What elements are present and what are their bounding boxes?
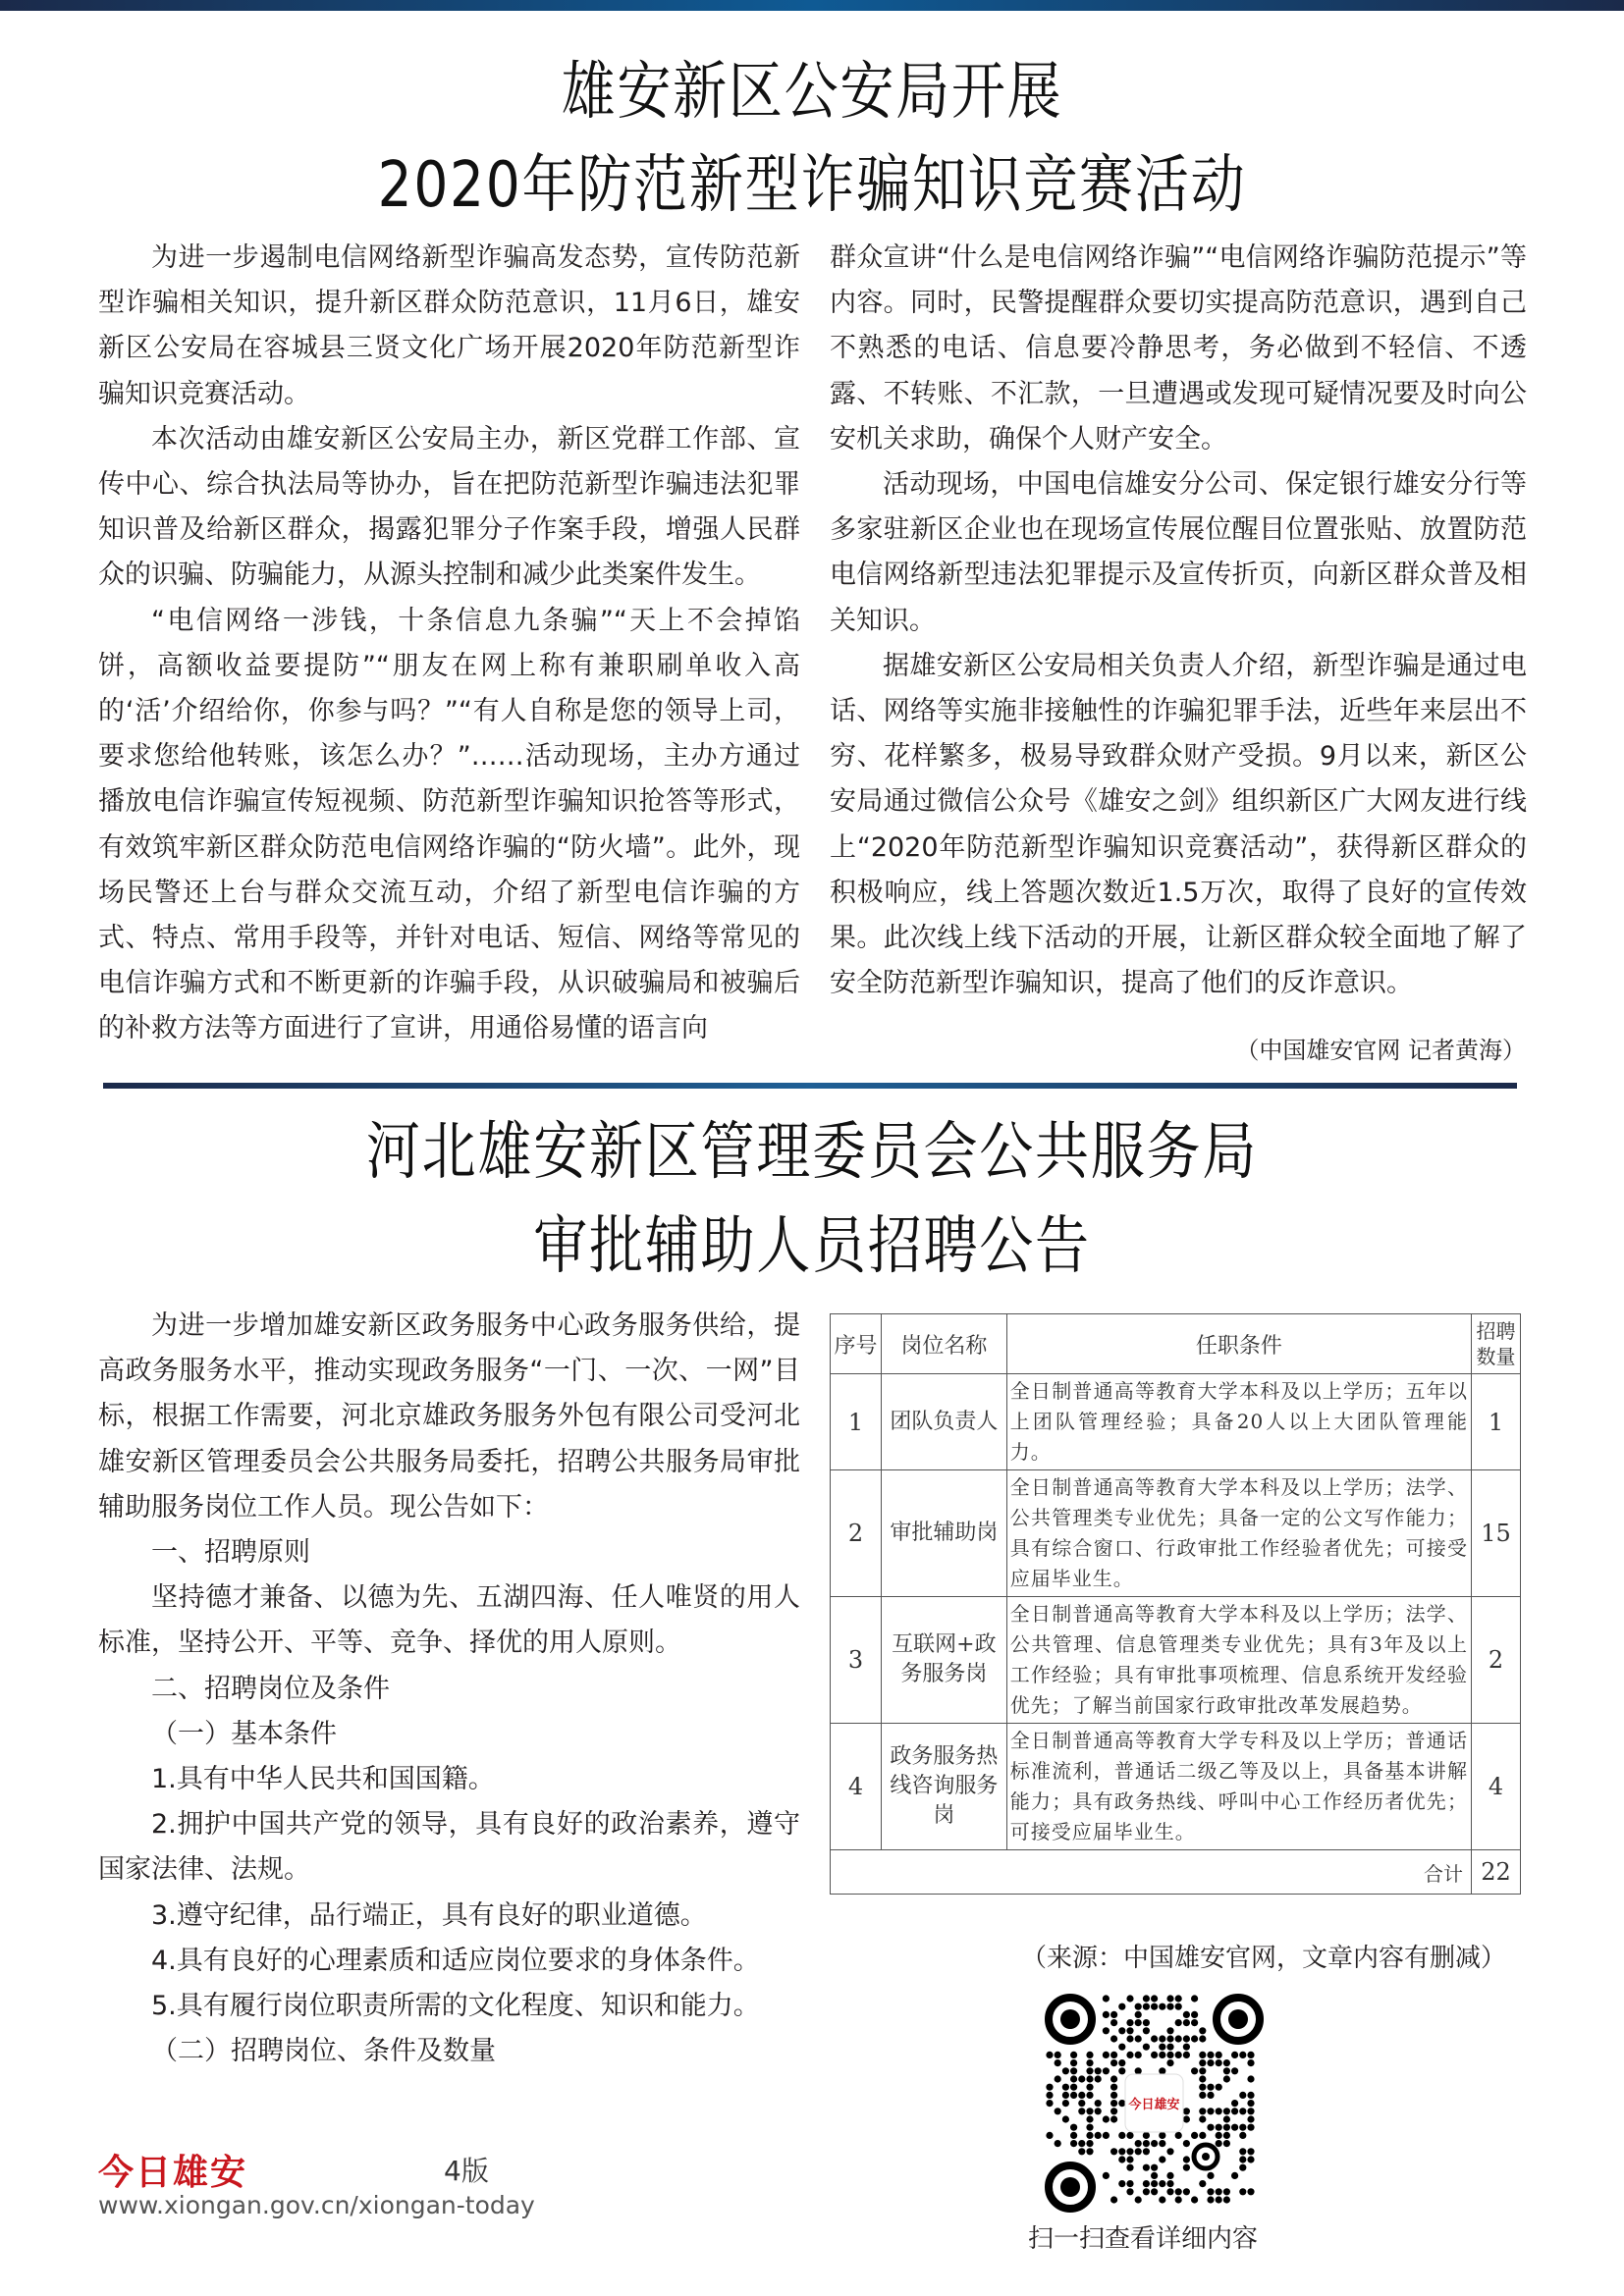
qr-module-dot (1110, 2100, 1117, 2107)
qr-module-dot (1223, 2067, 1230, 2074)
qr-module-dot (1216, 2108, 1222, 2114)
qr-module-dot (1110, 2092, 1117, 2099)
article1-left-column (98, 236, 800, 1052)
article2-list-item: 1.具有中华人民共和国国籍。 (151, 1764, 495, 1795)
qr-module-dot (1126, 2052, 1133, 2058)
cell-conditions: 全日制普通高等教育大学本科及以上学历；法学、公共管理、信息管理类专业优先；具有3年及以上工作经验；具有审批事项梳理、信息系统开发经验优先；了解当前国家行政审批改革发展趋势。 (1006, 1597, 1471, 1724)
qr-module-dot (1223, 2108, 1230, 2114)
qr-module-dot (1118, 2003, 1125, 2010)
qr-module-dot (1183, 2115, 1190, 2122)
qr-module-dot (1183, 2108, 1190, 2114)
qr-module-dot (1118, 2059, 1125, 2066)
cell-number: 4 (831, 1724, 882, 1850)
qr-module-dot (1070, 2052, 1077, 2058)
cell-position-name: 审批辅助岗 (881, 1470, 1006, 1597)
qr-module-dot (1135, 2140, 1142, 2147)
article2-section-heading: 二、招聘岗位及条件 (151, 1673, 390, 1704)
qr-module-dot (1086, 2148, 1093, 2155)
qr-module-dot (1103, 2052, 1110, 2058)
qr-module-dot (1143, 2003, 1150, 2010)
qr-module-dot (1110, 2108, 1117, 2114)
qr-module-dot (1126, 2035, 1133, 2042)
qr-module-dot (1231, 2052, 1238, 2058)
qr-module-dot (1118, 2067, 1125, 2074)
qr-module-dot (1126, 2188, 1133, 2195)
qr-module-dot (1247, 2052, 1254, 2058)
qr-module-dot (1086, 2052, 1093, 2058)
qr-module-dot (1118, 2156, 1125, 2163)
qr-module-dot (1055, 2108, 1061, 2114)
article2-body (98, 1304, 800, 2074)
qr-module-dot (1118, 2148, 1125, 2155)
table-row (831, 1374, 1521, 1470)
qr-module-dot (1166, 2052, 1173, 2058)
qr-module-dot (1175, 2052, 1182, 2058)
qr-module-dot (1239, 2156, 1246, 2163)
qr-module-dot (1159, 2067, 1165, 2074)
article2-source: （来源：中国雄安官网，文章内容有删减） (1021, 1944, 1507, 1973)
qr-module-dot (1118, 2180, 1125, 2187)
qr-module-dot (1199, 2092, 1206, 2099)
qr-module-dot (1239, 2188, 1246, 2195)
qr-module-dot (1151, 2164, 1158, 2171)
header-number: 序号 (831, 1314, 882, 1374)
qr-module-dot (1118, 2027, 1125, 2034)
qr-module-dot (1062, 2115, 1069, 2122)
qr-module-dot (1151, 2180, 1158, 2187)
qr-module-dot (1062, 2092, 1069, 2099)
qr-module-dot (1166, 2044, 1173, 2051)
table-row (831, 1724, 1521, 1850)
qr-module-dot (1078, 2075, 1085, 2082)
top-decorative-band (0, 0, 1624, 11)
qr-module-dot (1086, 2075, 1093, 2082)
qr-module-dot (1207, 2108, 1214, 2114)
qr-module-dot (1247, 2115, 1254, 2122)
qr-module-dot (1183, 2156, 1190, 2163)
qr-module-dot (1103, 1995, 1110, 2002)
qr-module-dot (1239, 2108, 1246, 2114)
qr-module-dot (1135, 2196, 1142, 2203)
qr-module-dot (1143, 2027, 1150, 2034)
qr-module-dot (1055, 2059, 1061, 2066)
qr-module-dot (1046, 2132, 1053, 2139)
qr-module-dot (1143, 2140, 1150, 2147)
qr-module-dot (1143, 2132, 1150, 2139)
qr-caption: 扫一扫查看详细内容 (1028, 2224, 1259, 2254)
cell-position-name: 互联网+政务服务岗 (881, 1597, 1006, 1724)
qr-module-dot (1247, 2188, 1254, 2195)
cell-number: 2 (831, 1470, 882, 1597)
qr-module-dot (1175, 2188, 1182, 2195)
article1-right-column (830, 236, 1527, 1006)
edition-number: 4版 (444, 2155, 489, 2187)
table-row (831, 1597, 1521, 1724)
qr-module-dot (1175, 2035, 1182, 2042)
cell-number: 3 (831, 1597, 882, 1724)
article1-paragraph: 为进一步遏制电信网络新型诈骗高发态势，宣传防范新型诈骗相关知识，提升新区群众防范意识，11月6日，雄安新区公安局在容城县三贤文化广场开展2020年防范新型诈骗知识竞赛活动。 (98, 242, 800, 409)
qr-module-dot (1166, 1995, 1173, 2002)
qr-module-dot (1095, 2100, 1102, 2107)
qr-module-dot (1183, 2188, 1190, 2195)
qr-module-dot (1055, 2140, 1061, 2147)
qr-module-dot (1175, 2019, 1182, 2026)
article2-list-item: 3.遵守纪律，品行端正，具有良好的职业道德。 (151, 1899, 707, 1931)
qr-module-dot (1159, 2003, 1165, 2010)
qr-module-dot (1239, 2124, 1246, 2131)
qr-module-dot (1086, 2132, 1093, 2139)
qr-module-dot (1239, 2148, 1246, 2155)
qr-module-dot (1070, 2124, 1077, 2131)
qr-module-dot (1110, 2011, 1117, 2018)
qr-module-dot (1143, 2148, 1150, 2155)
cell-position-name: 团队负责人 (881, 1374, 1006, 1470)
qr-module-dot (1239, 2052, 1246, 2058)
article2-subheading: （一）基本条件 (151, 1718, 337, 1749)
publication-url[interactable]: www.xiongan.gov.cn/xiongan-today (98, 2191, 535, 2219)
qr-module-dot (1166, 2188, 1173, 2195)
qr-module-dot (1247, 2148, 1254, 2155)
qr-finder-top-left (1049, 1998, 1092, 2041)
qr-module-dot (1086, 2140, 1093, 2147)
cell-conditions: 全日制普通高等教育大学本科及以上学历；五年以上团队管理经验；具备20人以上大团队管理能力。 (1006, 1374, 1471, 1470)
qr-module-dot (1207, 2196, 1214, 2203)
qr-module-dot (1143, 1995, 1150, 2002)
header-position: 岗位名称 (881, 1314, 1006, 1374)
qr-module-dot (1223, 2075, 1230, 2082)
qr-module-dot (1095, 2067, 1102, 2074)
qr-module-dot (1110, 2148, 1117, 2155)
qr-module-dot (1070, 2075, 1077, 2082)
qr-module-dot (1070, 2084, 1077, 2091)
total-value: 22 (1472, 1850, 1521, 1895)
qr-module-dot (1231, 2172, 1238, 2179)
qr-module-dot (1151, 1995, 1158, 2002)
qr-module-dot (1199, 2035, 1206, 2042)
article2-paragraph: 坚持德才兼备、以德为先、五湖四海、任人唯贤的用人标准，坚持公开、平等、竞争、择优的用人原则。 (98, 1582, 800, 1659)
article2-section-heading: 一、招聘原则 (151, 1537, 310, 1569)
qr-module-dot (1166, 2059, 1173, 2066)
qr-module-dot (1183, 2140, 1190, 2147)
qr-module-dot (1110, 2115, 1117, 2122)
recruitment-table (830, 1313, 1521, 1895)
article1-paragraph: 据雄安新区公安局相关负责人介绍，新型诈骗是通过电话、网络等实施非接触性的诈骗犯罪手法，近些年来层出不穷、花样繁多，极易导致群众财产受损。9月以来，新区公安局通过微信公众号《雄安之剑》组织新区广大网友进行线上“2020年防范新型诈骗知识竞赛活动”，获得新区群众的积极响应，线上答题次数近1.5万次，取得了良好的宣传效果。此次线上线下活动的开展，让新区群众较全面地了解了安全防范新型诈骗知识，提高了他们的反诈意识。 (830, 650, 1527, 999)
qr-module-dot (1175, 1995, 1182, 2002)
article1-paragraph: 本次活动由雄安新区公安局主办，新区党群工作部、宣传中心、综合执法局等协办，旨在把防范新型诈骗违法犯罪知识普及给新区群众，揭露犯罪分子作案手段，增强人民群众的识骗、防骗能力，从源头控制和减少此类案件发生。 (98, 423, 800, 591)
qr-module-dot (1135, 2011, 1142, 2018)
qr-module-dot (1118, 2044, 1125, 2051)
qr-module-dot (1166, 2035, 1173, 2042)
qr-module-dot (1223, 2132, 1230, 2139)
qr-module-dot (1216, 2059, 1222, 2066)
qr-module-dot (1231, 2067, 1238, 2074)
qr-module-dot (1199, 2027, 1206, 2034)
qr-module-dot (1239, 2092, 1246, 2099)
qr-module-dot (1183, 2011, 1190, 2018)
qr-module-dot (1159, 2044, 1165, 2051)
qr-module-dot (1216, 2052, 1222, 2058)
qr-module-dot (1223, 2124, 1230, 2131)
qr-module-dot (1199, 2059, 1206, 2066)
qr-module-dot (1223, 2140, 1230, 2147)
qr-module-dot (1199, 2075, 1206, 2082)
qr-module-dot (1055, 2052, 1061, 2058)
qr-module-dot (1183, 2019, 1190, 2026)
cell-number: 1 (831, 1374, 882, 1470)
qr-module-dot (1103, 2115, 1110, 2122)
qr-module-dot (1166, 2003, 1173, 2010)
article2-list-item: 4.具有良好的心理素质和适应岗位要求的身体条件。 (151, 1945, 760, 1976)
qr-module-dot (1231, 2108, 1238, 2114)
article1-paragraph: 活动现场，中国电信雄安分公司、保定银行雄安分行等多家驻新区企业也在现场宣传展位醒目位置张贴、放置防范电信网络新型违法犯罪提示及宣传折页，向新区群众普及相关知识。 (830, 469, 1527, 636)
qr-module-dot (1103, 2172, 1110, 2179)
cell-conditions: 全日制普通高等教育大学本科及以上学历；法学、公共管理类专业优先；具备一定的公文写作能力；具有综合窗口、行政审批工作经验者优先；可接受应届毕业生。 (1006, 1470, 1471, 1597)
qr-module-dot (1126, 2164, 1133, 2171)
qr-module-dot (1110, 2196, 1117, 2203)
qr-center-logo: 今日雄安 (1128, 2098, 1180, 2112)
qr-module-dot (1126, 2132, 1133, 2139)
qr-module-dot (1223, 2188, 1230, 2195)
qr-module-dot (1183, 2044, 1190, 2051)
qr-finder-top-right (1217, 1998, 1260, 2041)
qr-code[interactable] (1044, 1993, 1265, 2214)
qr-module-dot (1118, 2132, 1125, 2139)
qr-module-dot (1183, 2052, 1190, 2058)
qr-module-dot (1183, 2035, 1190, 2042)
article2-list-item: 2.拥护中国共产党的领导，具有良好的政治素养，遵守国家法律、法规。 (98, 1809, 800, 1886)
qr-module-dot (1126, 2027, 1133, 2034)
qr-module-dot (1207, 2172, 1214, 2179)
qr-module-dot (1046, 2092, 1053, 2099)
qr-module-dot (1247, 2156, 1254, 2163)
qr-module-dot (1247, 2108, 1254, 2114)
qr-module-dot (1199, 2180, 1206, 2187)
qr-module-dot (1103, 2067, 1110, 2074)
article1-paragraph: “电信网络一涉钱，十条信息九条骗”“天上不会掉馅饼，高额收益要提防”“朋友在网上称有兼职刷单收入高的‘活’介绍给你，你参与吗？”“有人自称是您的领导上司，要求您给他转账，该怎么办？”……活动现场，主办方通过播放电信诈骗宣传短视频、防范新型诈骗知识抢答等形式，有效筑牢新区群众防范电信网络诈骗的“防火墙”。此外，现场民警还上台与群众交流互动，介绍了新型电信诈骗的方式、特点、常用手段等，并针对电话、短信、网络等常见的电信诈骗方式和不断更新的诈骗手段，从识破骗局和被骗后的补救方法等方面进行了宣讲，用通俗易懂的语言向 (98, 605, 800, 1044)
qr-module-dot (1207, 2059, 1214, 2066)
qr-module-dot (1118, 2100, 1125, 2107)
qr-module-dot (1126, 2156, 1133, 2163)
qr-module-dot (1110, 2035, 1117, 2042)
qr-module-dot (1143, 2044, 1150, 2051)
qr-module-dot (1070, 2092, 1077, 2099)
qr-module-dot (1199, 2132, 1206, 2139)
qr-module-dot (1159, 2196, 1165, 2203)
cell-count: 15 (1472, 1470, 1521, 1597)
qr-module-dot (1086, 2059, 1093, 2066)
qr-module-dot (1159, 2052, 1165, 2058)
qr-module-dot (1070, 2067, 1077, 2074)
article2-subheading: （二）招聘岗位、条件及数量 (151, 2036, 496, 2067)
qr-module-dot (1062, 2084, 1069, 2091)
qr-module-dot (1191, 2035, 1198, 2042)
qr-module-dot (1103, 2011, 1110, 2018)
qr-module-dot (1191, 1995, 1198, 2002)
qr-module-dot (1086, 2092, 1093, 2099)
qr-module-dot (1159, 2132, 1165, 2139)
qr-module-dot (1143, 2188, 1150, 2195)
qr-module-dot (1191, 2196, 1198, 2203)
article2-list-item: 5.具有履行岗位职责所需的文化程度、知识和能力。 (151, 1991, 760, 2022)
qr-module-dot (1046, 2084, 1053, 2091)
qr-module-dot (1095, 2075, 1102, 2082)
qr-module-dot (1110, 2019, 1117, 2026)
qr-module-dot (1191, 2067, 1198, 2074)
qr-module-dot (1207, 2084, 1214, 2091)
article2-title-line1: 河北雄安新区管理委员会公共服务局 (365, 1116, 1259, 1189)
qr-module-dot (1078, 2100, 1085, 2107)
qr-module-dot (1223, 2196, 1230, 2203)
qr-module-dot (1151, 2140, 1158, 2147)
qr-module-dot (1126, 1995, 1133, 2002)
qr-module-dot (1223, 2059, 1230, 2066)
qr-module-dot (1143, 2019, 1150, 2026)
qr-module-dot (1199, 2084, 1206, 2091)
section-divider (103, 1083, 1517, 1089)
qr-module-dot (1078, 2092, 1085, 2099)
qr-module-dot (1166, 2172, 1173, 2179)
qr-module-dot (1078, 2108, 1085, 2114)
qr-module-dot (1216, 2140, 1222, 2147)
qr-module-dot (1239, 2164, 1246, 2171)
qr-module-dot (1095, 2108, 1102, 2114)
qr-module-dot (1086, 2108, 1093, 2114)
qr-module-dot (1216, 2084, 1222, 2091)
qr-module-dot (1126, 2180, 1133, 2187)
qr-module-dot (1199, 2067, 1206, 2074)
qr-module-dot (1216, 2188, 1222, 2195)
qr-module-dot (1110, 2059, 1117, 2066)
qr-module-dot (1191, 2132, 1198, 2139)
total-label: 合计 (831, 1850, 1472, 1895)
qr-module-dot (1103, 2027, 1110, 2034)
article1-title-line1: 雄安新区公安局开展 (561, 56, 1063, 129)
qr-module-dot (1151, 2188, 1158, 2195)
qr-module-dot (1143, 2180, 1150, 2187)
publication-logo: 今日雄安 (98, 2152, 248, 2193)
qr-module-dot (1086, 2115, 1093, 2122)
qr-module-dot (1223, 2115, 1230, 2122)
qr-module-dot (1126, 2148, 1133, 2155)
qr-module-dot (1247, 2092, 1254, 2099)
table-total-row (831, 1850, 1521, 1895)
qr-module-dot (1070, 2059, 1077, 2066)
qr-module-dot (1135, 2003, 1142, 2010)
qr-module-dot (1216, 2132, 1222, 2139)
qr-module-dot (1078, 2140, 1085, 2147)
table-header-row (831, 1314, 1521, 1374)
qr-module-dot (1216, 2196, 1222, 2203)
qr-module-dot (1070, 2132, 1077, 2139)
qr-module-dot (1151, 2035, 1158, 2042)
qr-module-dot (1239, 2132, 1246, 2139)
qr-module-dot (1151, 2172, 1158, 2179)
qr-module-dot (1103, 2132, 1110, 2139)
qr-module-dot (1207, 2188, 1214, 2195)
qr-module-dot (1247, 2075, 1254, 2082)
qr-module-dot (1175, 2132, 1182, 2139)
cell-count: 2 (1472, 1597, 1521, 1724)
qr-module-dot (1247, 2059, 1254, 2066)
cell-position-name: 政务服务热线咨询服务岗 (881, 1724, 1006, 1850)
qr-module-dot (1175, 2003, 1182, 2010)
qr-module-dot (1191, 2011, 1198, 2018)
qr-module-dot (1175, 2196, 1182, 2203)
qr-module-dot (1086, 2067, 1093, 2074)
qr-module-dot (1207, 2092, 1214, 2099)
qr-module-dot (1231, 2100, 1238, 2107)
qr-module-dot (1135, 2148, 1142, 2155)
qr-module-dot (1143, 2164, 1150, 2171)
qr-module-dot (1046, 2100, 1053, 2107)
qr-module-dot (1159, 2180, 1165, 2187)
qr-module-dot (1247, 2100, 1254, 2107)
qr-module-dot (1166, 2180, 1173, 2187)
qr-module-dot (1046, 2052, 1053, 2058)
qr-module-dot (1135, 2052, 1142, 2058)
qr-module-dot (1216, 2124, 1222, 2131)
qr-module-dot (1126, 2019, 1133, 2026)
qr-module-dot (1135, 2067, 1142, 2074)
qr-module-dot (1191, 2019, 1198, 2026)
qr-module-dot (1055, 2075, 1061, 2082)
qr-module-dot (1062, 2100, 1069, 2107)
qr-module-dot (1166, 2027, 1173, 2034)
qr-module-dot (1078, 2148, 1085, 2155)
table-row (831, 1470, 1521, 1597)
article1-byline: （中国雄安官网 记者黄海） (1235, 1037, 1526, 1064)
qr-module-dot (1207, 2124, 1214, 2131)
qr-module-dot (1151, 2052, 1158, 2058)
qr-module-dot (1062, 2067, 1069, 2074)
qr-module-dot (1110, 2052, 1117, 2058)
qr-module-dot (1199, 2052, 1206, 2058)
qr-module-dot (1247, 2124, 1254, 2131)
qr-module-dot (1159, 2035, 1165, 2042)
qr-module-dot (1095, 2132, 1102, 2139)
qr-module-dot (1207, 2052, 1214, 2058)
article1-title-line2: 2020年防范新型诈骗知识竞赛活动 (377, 149, 1247, 222)
qr-module-dot (1070, 2140, 1077, 2147)
qr-module-dot (1159, 2156, 1165, 2163)
cell-conditions: 全日制普通高等教育大学专科及以上学历；普通话标准流利，普通话二级乙等及以上，具备基本讲解能力；具有政务热线、呼叫中心工作经历者优先；可接受应届毕业生。 (1006, 1724, 1471, 1850)
cell-count: 1 (1472, 1374, 1521, 1470)
qr-module-dot (1151, 2003, 1158, 2010)
qr-module-dot (1086, 2084, 1093, 2091)
qr-module-dot (1199, 2108, 1206, 2114)
qr-module-dot (1110, 2084, 1117, 2091)
qr-module-dot (1110, 2075, 1117, 2082)
qr-module-dot (1166, 2148, 1173, 2155)
article2-title-line2: 审批辅助人员招聘公告 (533, 1210, 1091, 1283)
qr-finder-bottom-left (1049, 2165, 1092, 2209)
qr-module-dot (1086, 2124, 1093, 2131)
qr-module-dot (1199, 2115, 1206, 2122)
qr-module-dot (1159, 2140, 1165, 2147)
qr-code-graphic (1044, 1993, 1265, 2214)
header-count: 招聘数量 (1472, 1314, 1521, 1374)
article1-paragraph-continued: 群众宣讲“什么是电信网络诈骗”“电信网络诈骗防范提示”等内容。同时，民警提醒群众要切实提高防范意识，遇到自己不熟悉的电话、信息要冷静思考，务必做到不轻信、不透露、不转账、不汇款，一旦遭遇或发现可疑情况要及时向公安机关求助，确保个人财产安全。 (830, 242, 1527, 454)
qr-alignment-mark (1194, 2145, 1218, 2168)
cell-count: 4 (1472, 1724, 1521, 1850)
qr-module-dot (1135, 2035, 1142, 2042)
qr-module-dot (1183, 2164, 1190, 2171)
article2-paragraph: 为进一步增加雄安新区政务服务中心政务服务供给，提高政务服务水平，推动实现政务服务“一门、一次、一网”目标，根据工作需要，河北京雄政务服务外包有限公司受河北雄安新区管理委员会公共服务局委托，招聘公共服务局审批辅助服务岗位工作人员。现公告如下： (98, 1310, 800, 1522)
qr-module-dot (1231, 2124, 1238, 2131)
header-conditions: 任职条件 (1006, 1314, 1471, 1374)
qr-module-dot (1135, 2019, 1142, 2026)
